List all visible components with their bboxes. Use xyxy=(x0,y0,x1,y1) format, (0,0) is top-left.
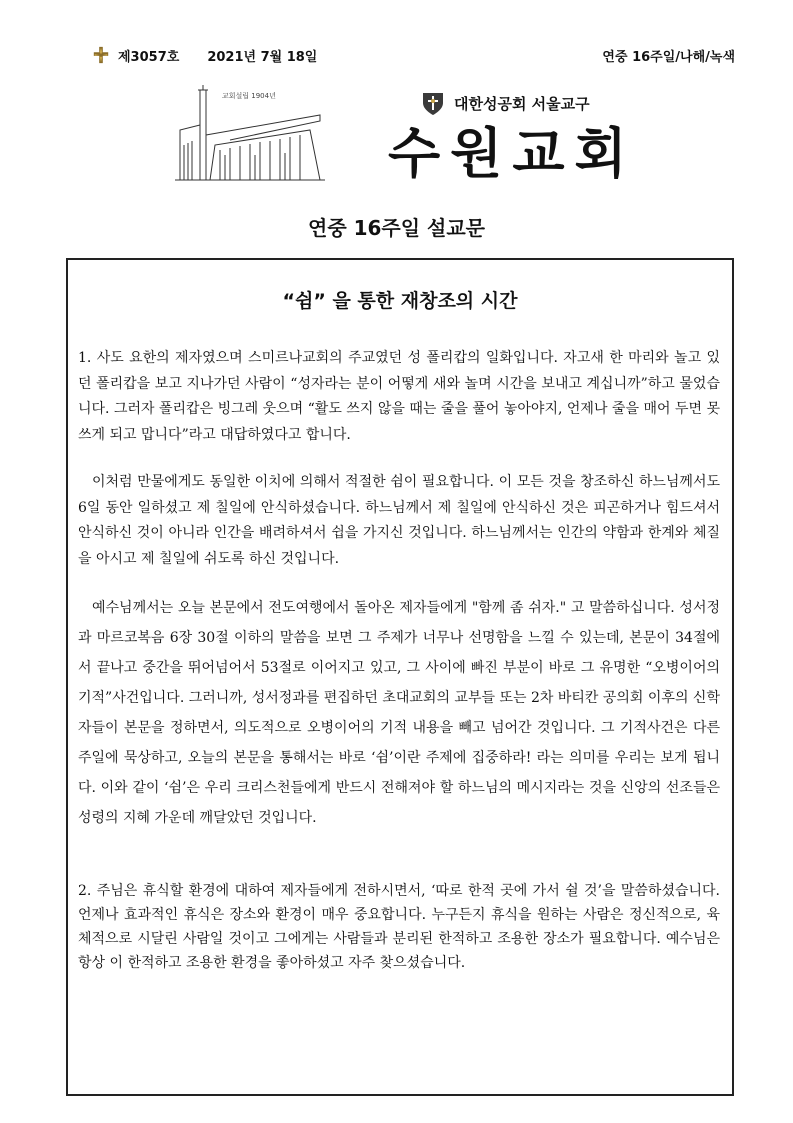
paragraph: 이처럼 만물에게도 동일한 이치에 의해서 적절한 쉼이 필요합니다. 이 모든 것을 창조하신 하느님께서도 6일 동안 일하셨고 제 칠일에 안식하셨습니다. 하느님께서 제 칠일에 안식하신 것은 피곤하거나 힘드셔서 안식하신 것이 아니라 인간을 배려하셔서 쉽을 가지신 것입니다. 하느님께서는 인간의 약함과 한계와 체질을 아시고 제 칠일에 쉬도록 하신 것입니다. xyxy=(78,474,720,567)
sermon-body xyxy=(78,346,720,975)
sermon-title: “쉼” 을 통한 재창조의 시간 xyxy=(282,290,518,312)
diocese-name xyxy=(420,90,590,116)
sermon-box xyxy=(66,258,734,1096)
issue-number: 제3057호 xyxy=(118,49,180,65)
issue-info xyxy=(92,46,317,65)
drawing-caption: 교회설립 1904년 xyxy=(222,92,276,100)
issue-header xyxy=(92,44,735,66)
cross-icon xyxy=(92,46,110,64)
church-name: 수원교회 xyxy=(388,121,637,185)
sermon-heading: 연중 16주일 설교문 xyxy=(308,216,485,240)
liturgical-season: 연중 16주일/나해/녹색 xyxy=(602,49,735,65)
diocese-seal-icon xyxy=(420,90,446,116)
paragraph: 1. 사도 요한의 제자였으며 스미르나교회의 주교였던 성 폴리캅의 일화입니다. 자고새 한 마리와 놀고 있던 폴리캅을 보고 지나가던 사람이 “성자라는 분이 어떻게 새와 놀며 시간을 보내고 계십니까”하고 물었습니다. 그러자 폴리캅은 빙그레 웃으며 “활도 쓰지 않을 때는 줄을 풀어 놓아야지, 언제나 줄을 매어 두면 못쓰게 되고 맙니다”라고 대답하였다고 합니다. xyxy=(78,350,720,443)
paragraph: 2. 주님은 휴식할 환경에 대하여 제자들에게 전하시면서, ‘따로 한적 곳에 가서 쉴 것’을 말씀하셨습니다. 언제나 효과적인 휴식은 장소와 환경이 매우 중요합니다. 누구든지 휴식을 원하는 사람은 정신적으로, 육체적으로 시달린 사람일 것이고 그에게는 사람들과 분리된 한적하고 조용한 장소가 필요합니다. 예수님은 항상 이 한적하고 조용한 환경을 좋아하셨고 자주 찾으셨습니다. xyxy=(78,883,720,971)
church-building-illustration xyxy=(170,85,330,185)
paragraph: 예수님께서는 오늘 본문에서 전도여행에서 돌아온 제자들에게 "함께 좀 쉬자." 고 말씀하십니다. 성서정과 마르코복음 6장 30절 이하의 말씀을 보면 그 주제가 너무나 선명함을 느낄 수 있는데, 본문이 34절에서 끝나고 중간을 뛰어넘어서 53절로 이어지고 있고, 그 사이에 빠진 부분이 바로 그 유명한 “오병이어의 기적”사건입니다. 그러니까, 성서정과를 편집하던 초대교회의 교부들 또는 2차 바티칸 공의회 이후의 신학자들이 본문을 정하면서, 의도적으로 오병이어의 기적 내용을 빼고 넘어간 것입니다. 그 기적사건은 다른 주일에 묵상하고, 오늘의 본문을 통해서는 바로 ‘쉼’이란 주제에 집중하라! 라는 의미를 우리는 보게 됩니다. 이와 같이 ‘쉼’은 우리 크리스천들에게 반드시 전해져야 할 하느님의 메시지라는 것을 신앙의 선조들은 성령의 지혜 가운데 깨달았던 것입니다. xyxy=(78,600,720,826)
issue-date: 2021년 7월 18일 xyxy=(207,49,318,65)
diocese-label: 대한성공회 서울교구 xyxy=(454,94,590,113)
